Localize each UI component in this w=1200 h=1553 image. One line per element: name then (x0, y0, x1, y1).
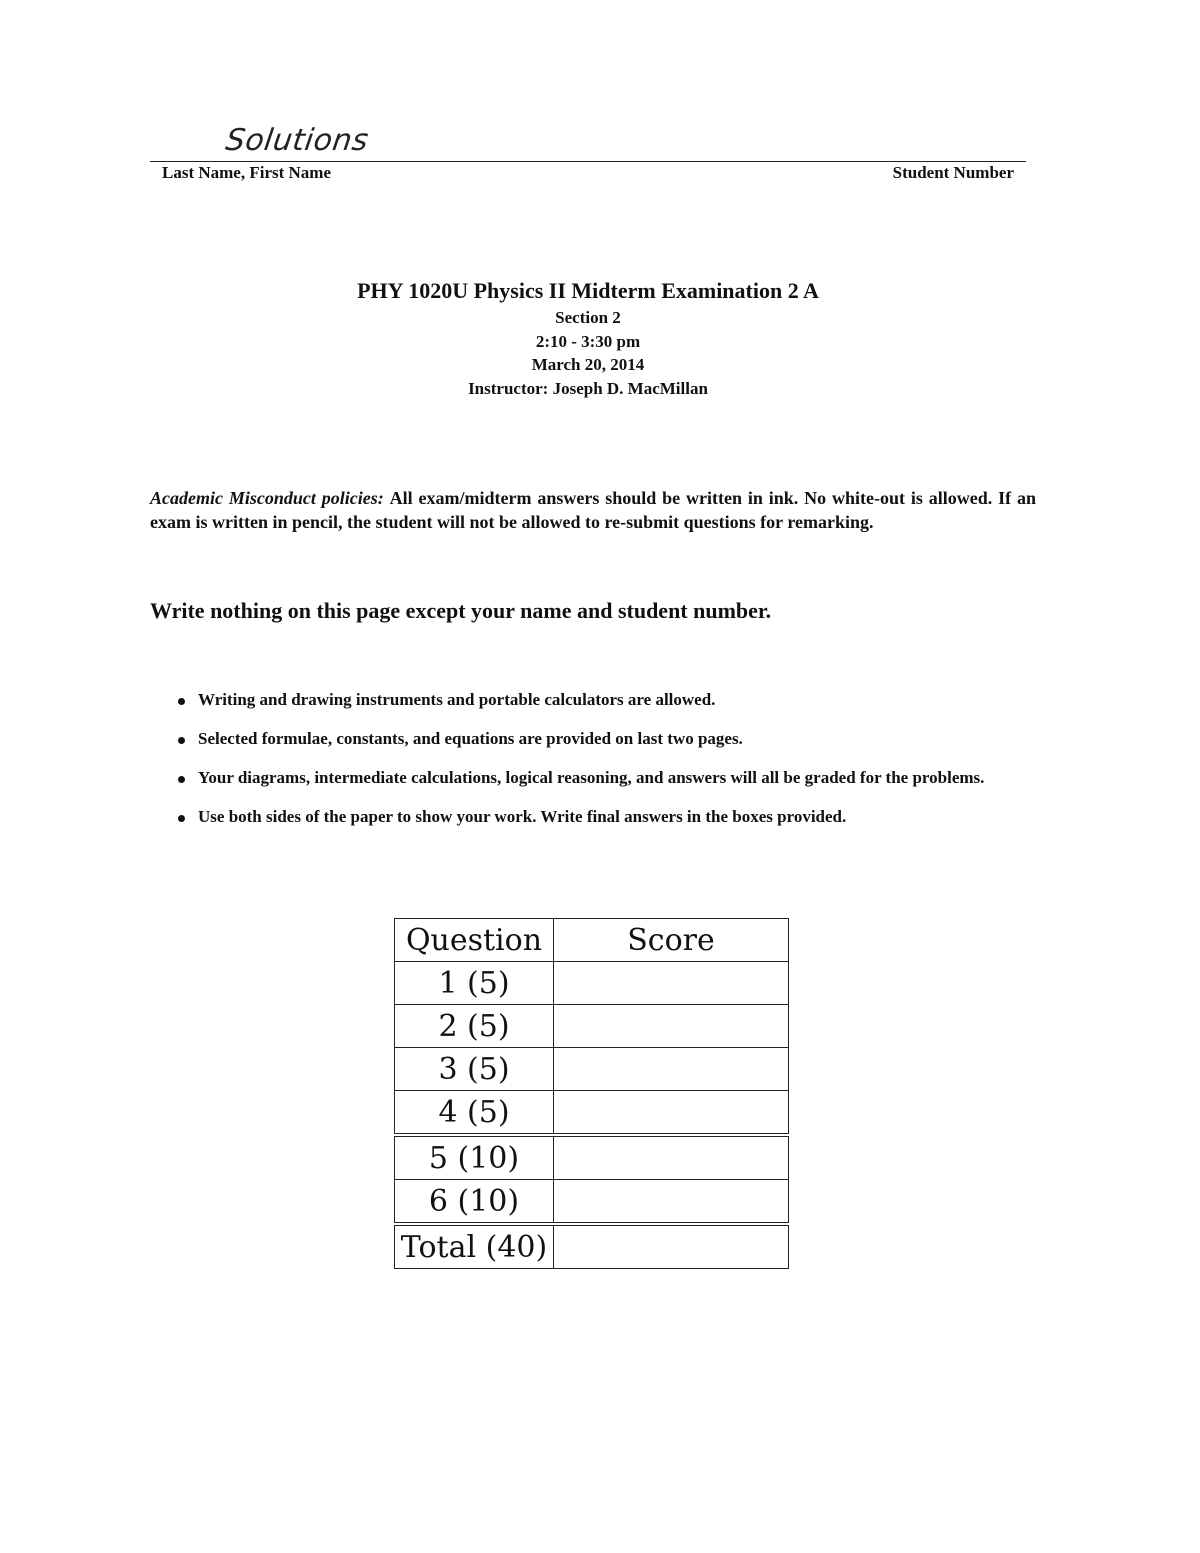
exam-time: 2:10 - 3:30 pm (535, 331, 641, 351)
list-item (178, 805, 1036, 829)
handwritten-name: Solutions (223, 123, 371, 158)
score-cell (554, 1224, 789, 1269)
question-cell: 6 (10) (395, 1180, 554, 1225)
list-item (178, 727, 1036, 751)
list-item-text: Use both sides of the paper to show your work. Write final answers in the boxes provided. (198, 807, 847, 826)
name-underline (150, 161, 1026, 162)
score-cell (554, 1005, 789, 1048)
question-cell: 5 (10) (395, 1135, 554, 1180)
score-cell (554, 1180, 789, 1225)
exam-title: PHY 1020U Physics II Midterm Examination 2 A (357, 278, 819, 303)
write-nothing-notice: Write nothing on this page except your name and student number. (150, 598, 772, 623)
exam-date: March 20, 2014 (531, 355, 645, 374)
question-cell: 3 (5) (395, 1048, 554, 1091)
score-cell (554, 962, 789, 1005)
student-number-label: Student Number (892, 163, 1014, 182)
table-row (395, 1005, 789, 1048)
list-item-text: Your diagrams, intermediate calculations, logical reasoning, and answers will all be graded for the problems. (198, 768, 985, 787)
score-cell (554, 1135, 789, 1180)
table-row (395, 1180, 789, 1225)
header-score: Score (554, 919, 789, 962)
table-row (395, 1091, 789, 1136)
question-cell: 1 (5) (395, 962, 554, 1005)
list-item-text: Selected formulae, constants, and equations are provided on last two pages. (198, 729, 743, 748)
instructions-list (178, 688, 1036, 844)
question-cell: Total (40) (395, 1224, 554, 1269)
policy-paragraph (150, 486, 1036, 534)
bullet-icon (178, 698, 185, 705)
policy-text: All exam/midterm answers should be written in ink. No white-out is allowed. If an exam is written in pencil, the student will not be allowed to re-submit questions for remarking. (150, 488, 1037, 532)
score-cell (554, 1091, 789, 1136)
bullet-icon (178, 776, 185, 783)
list-item (178, 688, 1036, 712)
title-block (150, 276, 1026, 400)
exam-section: Section 2 (555, 308, 621, 327)
name-label: Last Name, First Name (162, 163, 332, 182)
list-item-text: Writing and drawing instruments and portable calculators are allowed. (198, 690, 716, 709)
list-item (178, 766, 1036, 790)
header-question: Question (395, 919, 554, 962)
table-row (395, 1048, 789, 1091)
policy-label: Academic Misconduct policies: (150, 488, 384, 508)
score-cell (554, 1048, 789, 1091)
bullet-icon (178, 815, 185, 822)
table-row (395, 1135, 789, 1180)
question-cell: 4 (5) (395, 1091, 554, 1136)
score-table (394, 918, 789, 1269)
bullet-icon (178, 737, 185, 744)
exam-instructor: Instructor: Joseph D. MacMillan (468, 378, 708, 398)
table-header-row (395, 919, 789, 962)
question-cell: 2 (5) (395, 1005, 554, 1048)
table-row (395, 962, 789, 1005)
table-row-total (395, 1224, 789, 1269)
